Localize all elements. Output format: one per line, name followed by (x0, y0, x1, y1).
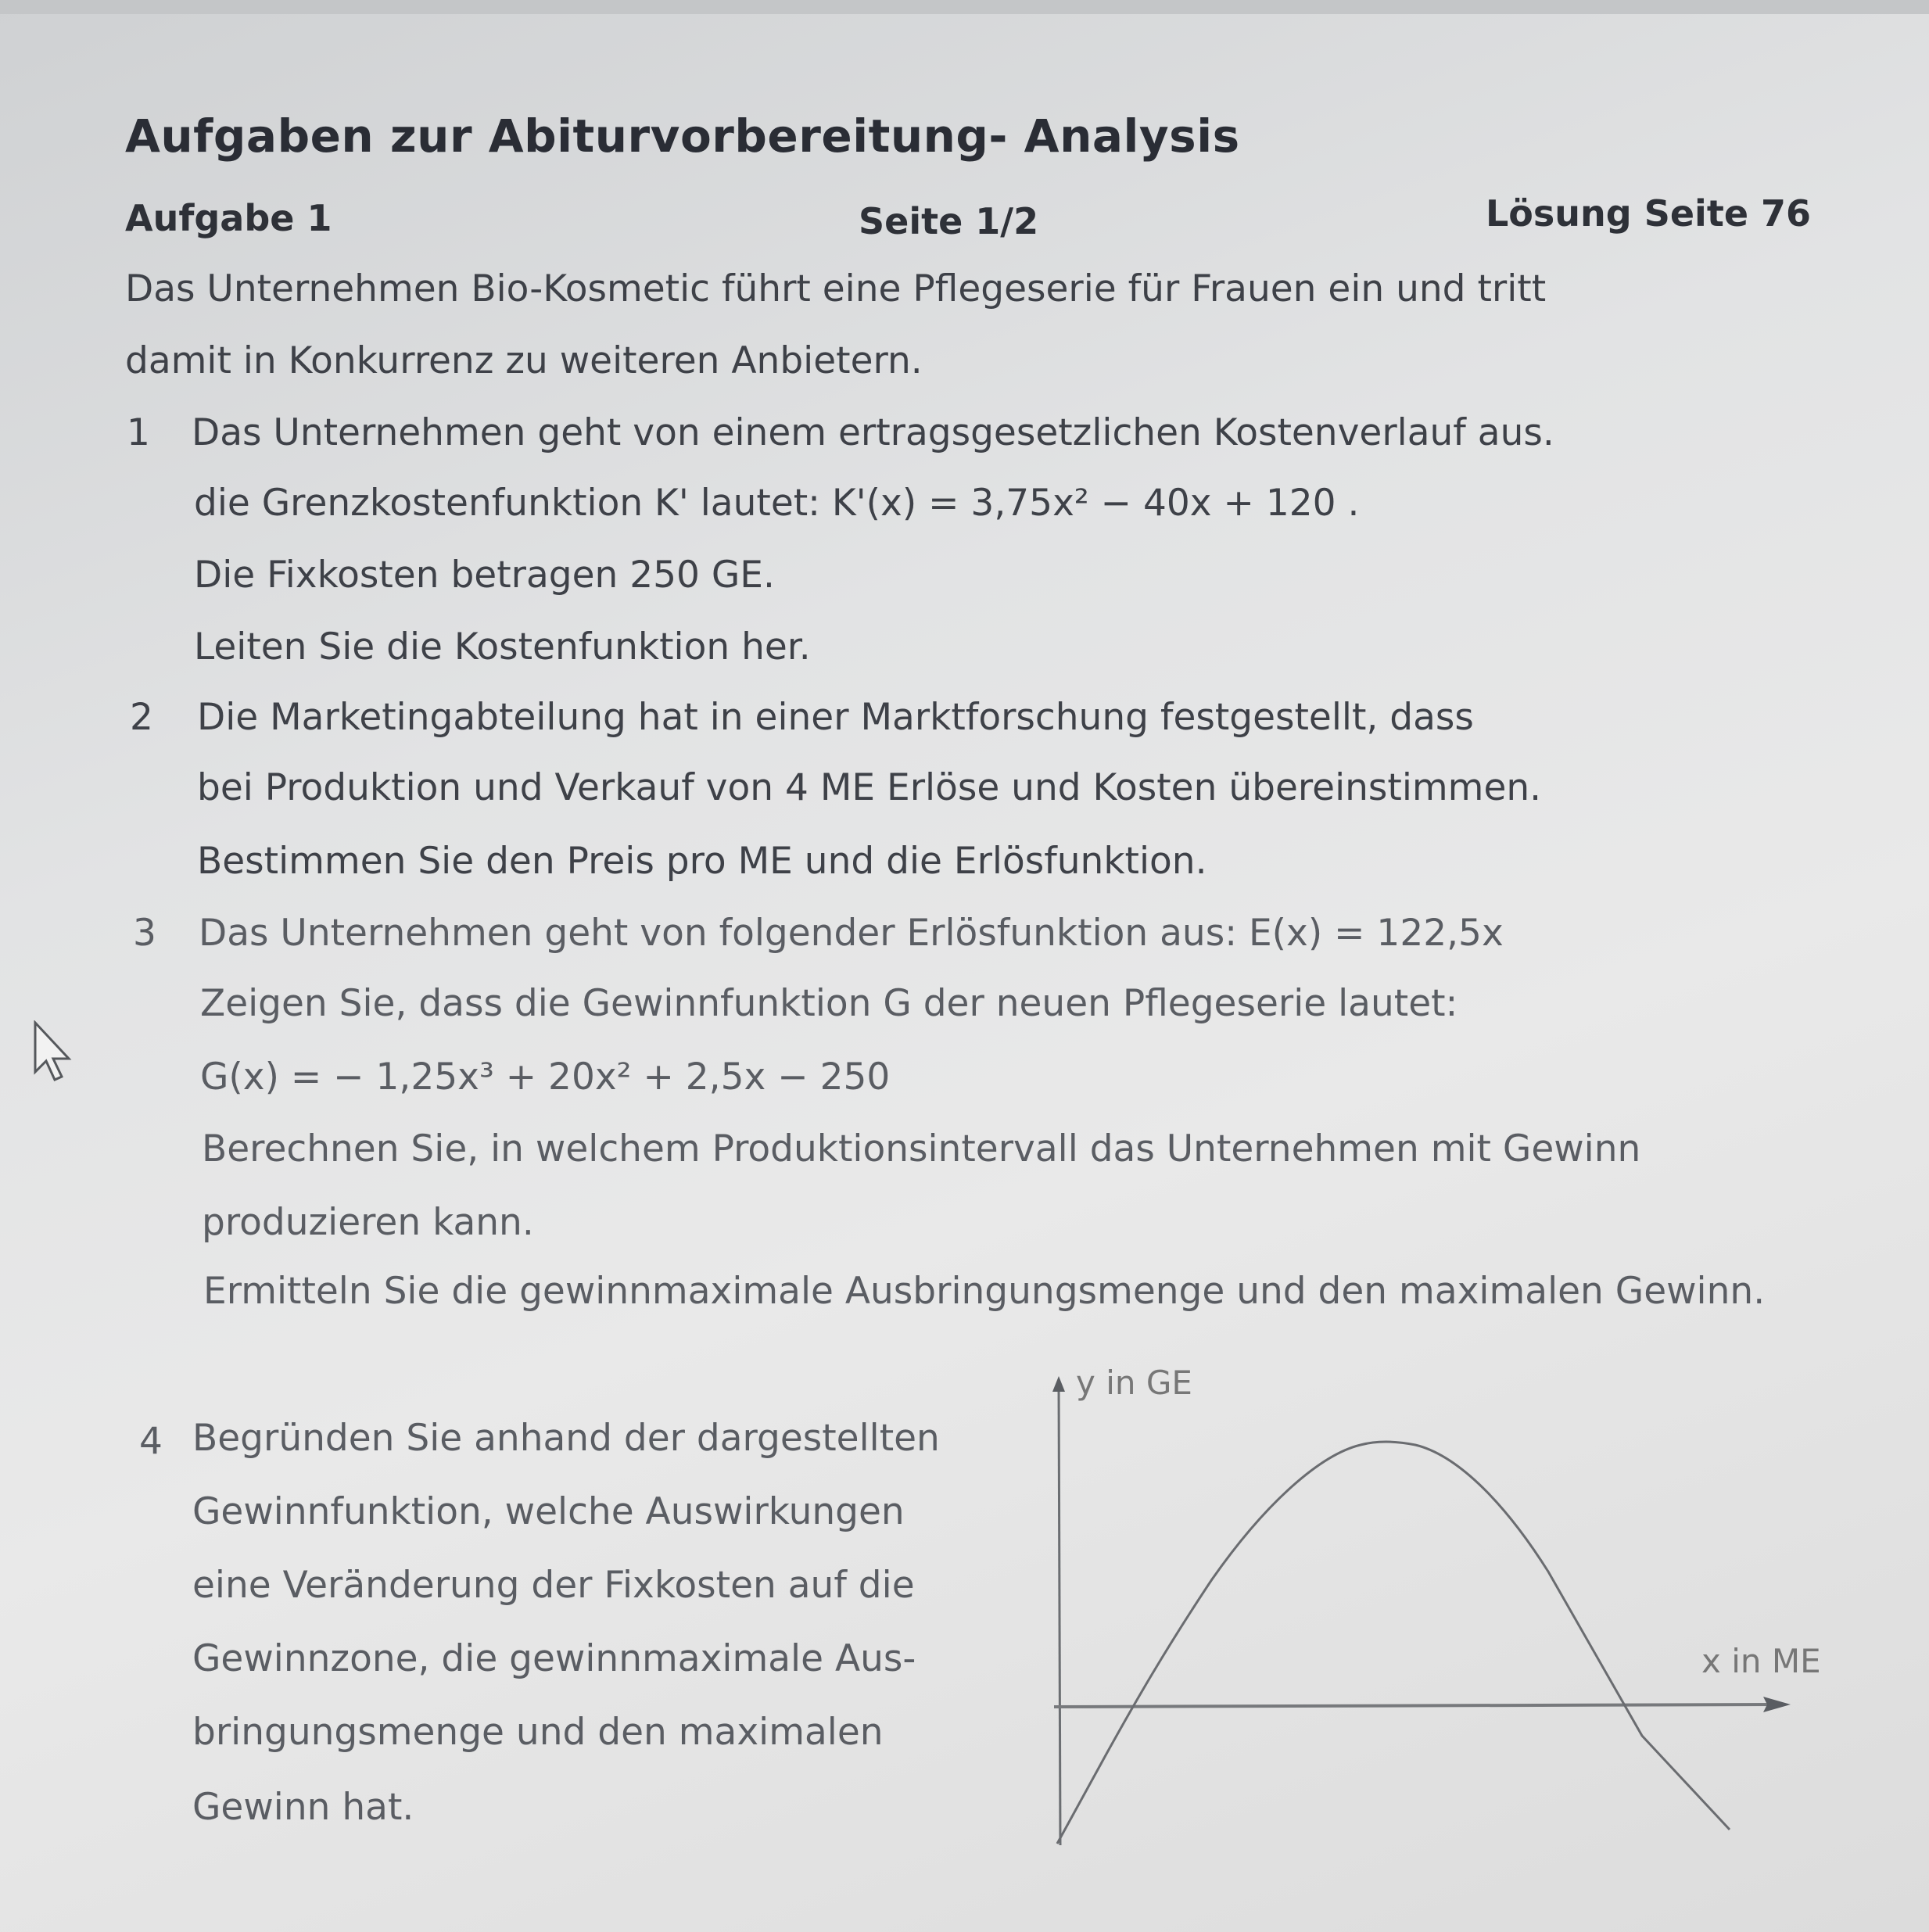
task-4-line-2: Gewinnfunktion, welche Auswirkungen (192, 1490, 905, 1533)
task-4-line-3: eine Veränderung der Fixkosten auf die (192, 1564, 915, 1607)
y-axis-label: y in GE (1076, 1364, 1192, 1402)
task-2-line-1: Die Marketingabteilung hat in einer Marktforschung festgestellt, dass (197, 696, 1474, 739)
task-3-profit-formula: G(x) = − 1,25x³ + 20x² + 2,5x − 250 (200, 1056, 891, 1099)
task-3-line-4: Berechnen Sie, in welchem Produktionsintervall das Unternehmen mit Gewinn (202, 1127, 1641, 1170)
task-3-line-5: produzieren kann. (202, 1201, 534, 1244)
page-indicator: Seite 1/2 (859, 200, 1039, 242)
intro-line-2: damit in Konkurrenz zu weiteren Anbietern. (125, 339, 923, 382)
task-4-line-5: bringungsmenge und den maximalen (192, 1711, 884, 1754)
document-title: Aufgaben zur Abiturvorbereitung- Analysis (125, 109, 1240, 163)
x-axis-arrow-icon (1763, 1697, 1791, 1712)
task-3-number: 3 (133, 912, 156, 955)
task-1-line-3: Die Fixkosten betragen 250 GE. (194, 554, 775, 597)
intro-line-1: Das Unternehmen Bio-Kosmetic führt eine Pflegeserie für Frauen ein und tritt (125, 267, 1547, 310)
task-2-number: 2 (130, 696, 153, 739)
solution-reference: Lösung Seite 76 (1486, 192, 1812, 235)
task-1-marginal-cost-formula: die Grenzkostenfunktion K' lautet: K'(x) = 3,75x² − 40x + 120 . (194, 482, 1360, 525)
task-2-line-2: bei Produktion und Verkauf von 4 ME Erlöse und Kosten übereinstimmen. (197, 766, 1542, 809)
task-4-number: 4 (139, 1420, 163, 1463)
task-1-line-4: Leiten Sie die Kostenfunktion her. (194, 625, 811, 668)
y-axis-arrow-icon (1052, 1376, 1065, 1392)
task-4-line-6: Gewinn hat. (192, 1786, 414, 1829)
mouse-pointer-icon (33, 1020, 75, 1086)
task-2-line-3: Bestimmen Sie den Preis pro ME und die Erlösfunktion. (197, 840, 1207, 883)
task-3-revenue-formula: Das Unternehmen geht von folgender Erlösfunktion aus: E(x) = 122,5x (199, 912, 1504, 955)
task-4-line-4: Gewinnzone, die gewinnmaximale Aus- (192, 1637, 916, 1680)
task-1-line-1: Das Unternehmen geht von einem ertragsgesetzlichen Kostenverlauf aus. (192, 411, 1554, 454)
profit-function-chart (1016, 1345, 1877, 1856)
x-axis-label: x in ME (1701, 1642, 1821, 1680)
task-4-line-1: Begründen Sie anhand der dargestellten (192, 1417, 940, 1460)
task-1-number: 1 (127, 411, 150, 454)
task-label: Aufgabe 1 (125, 197, 332, 239)
task-3-line-6: Ermitteln Sie die gewinnmaximale Ausbringungsmenge und den maximalen Gewinn. (203, 1270, 1766, 1313)
profit-curve-graph (1016, 1345, 1877, 1853)
task-3-line-2: Zeigen Sie, dass die Gewinnfunktion G der neuen Pflegeserie lautet: (200, 982, 1458, 1025)
